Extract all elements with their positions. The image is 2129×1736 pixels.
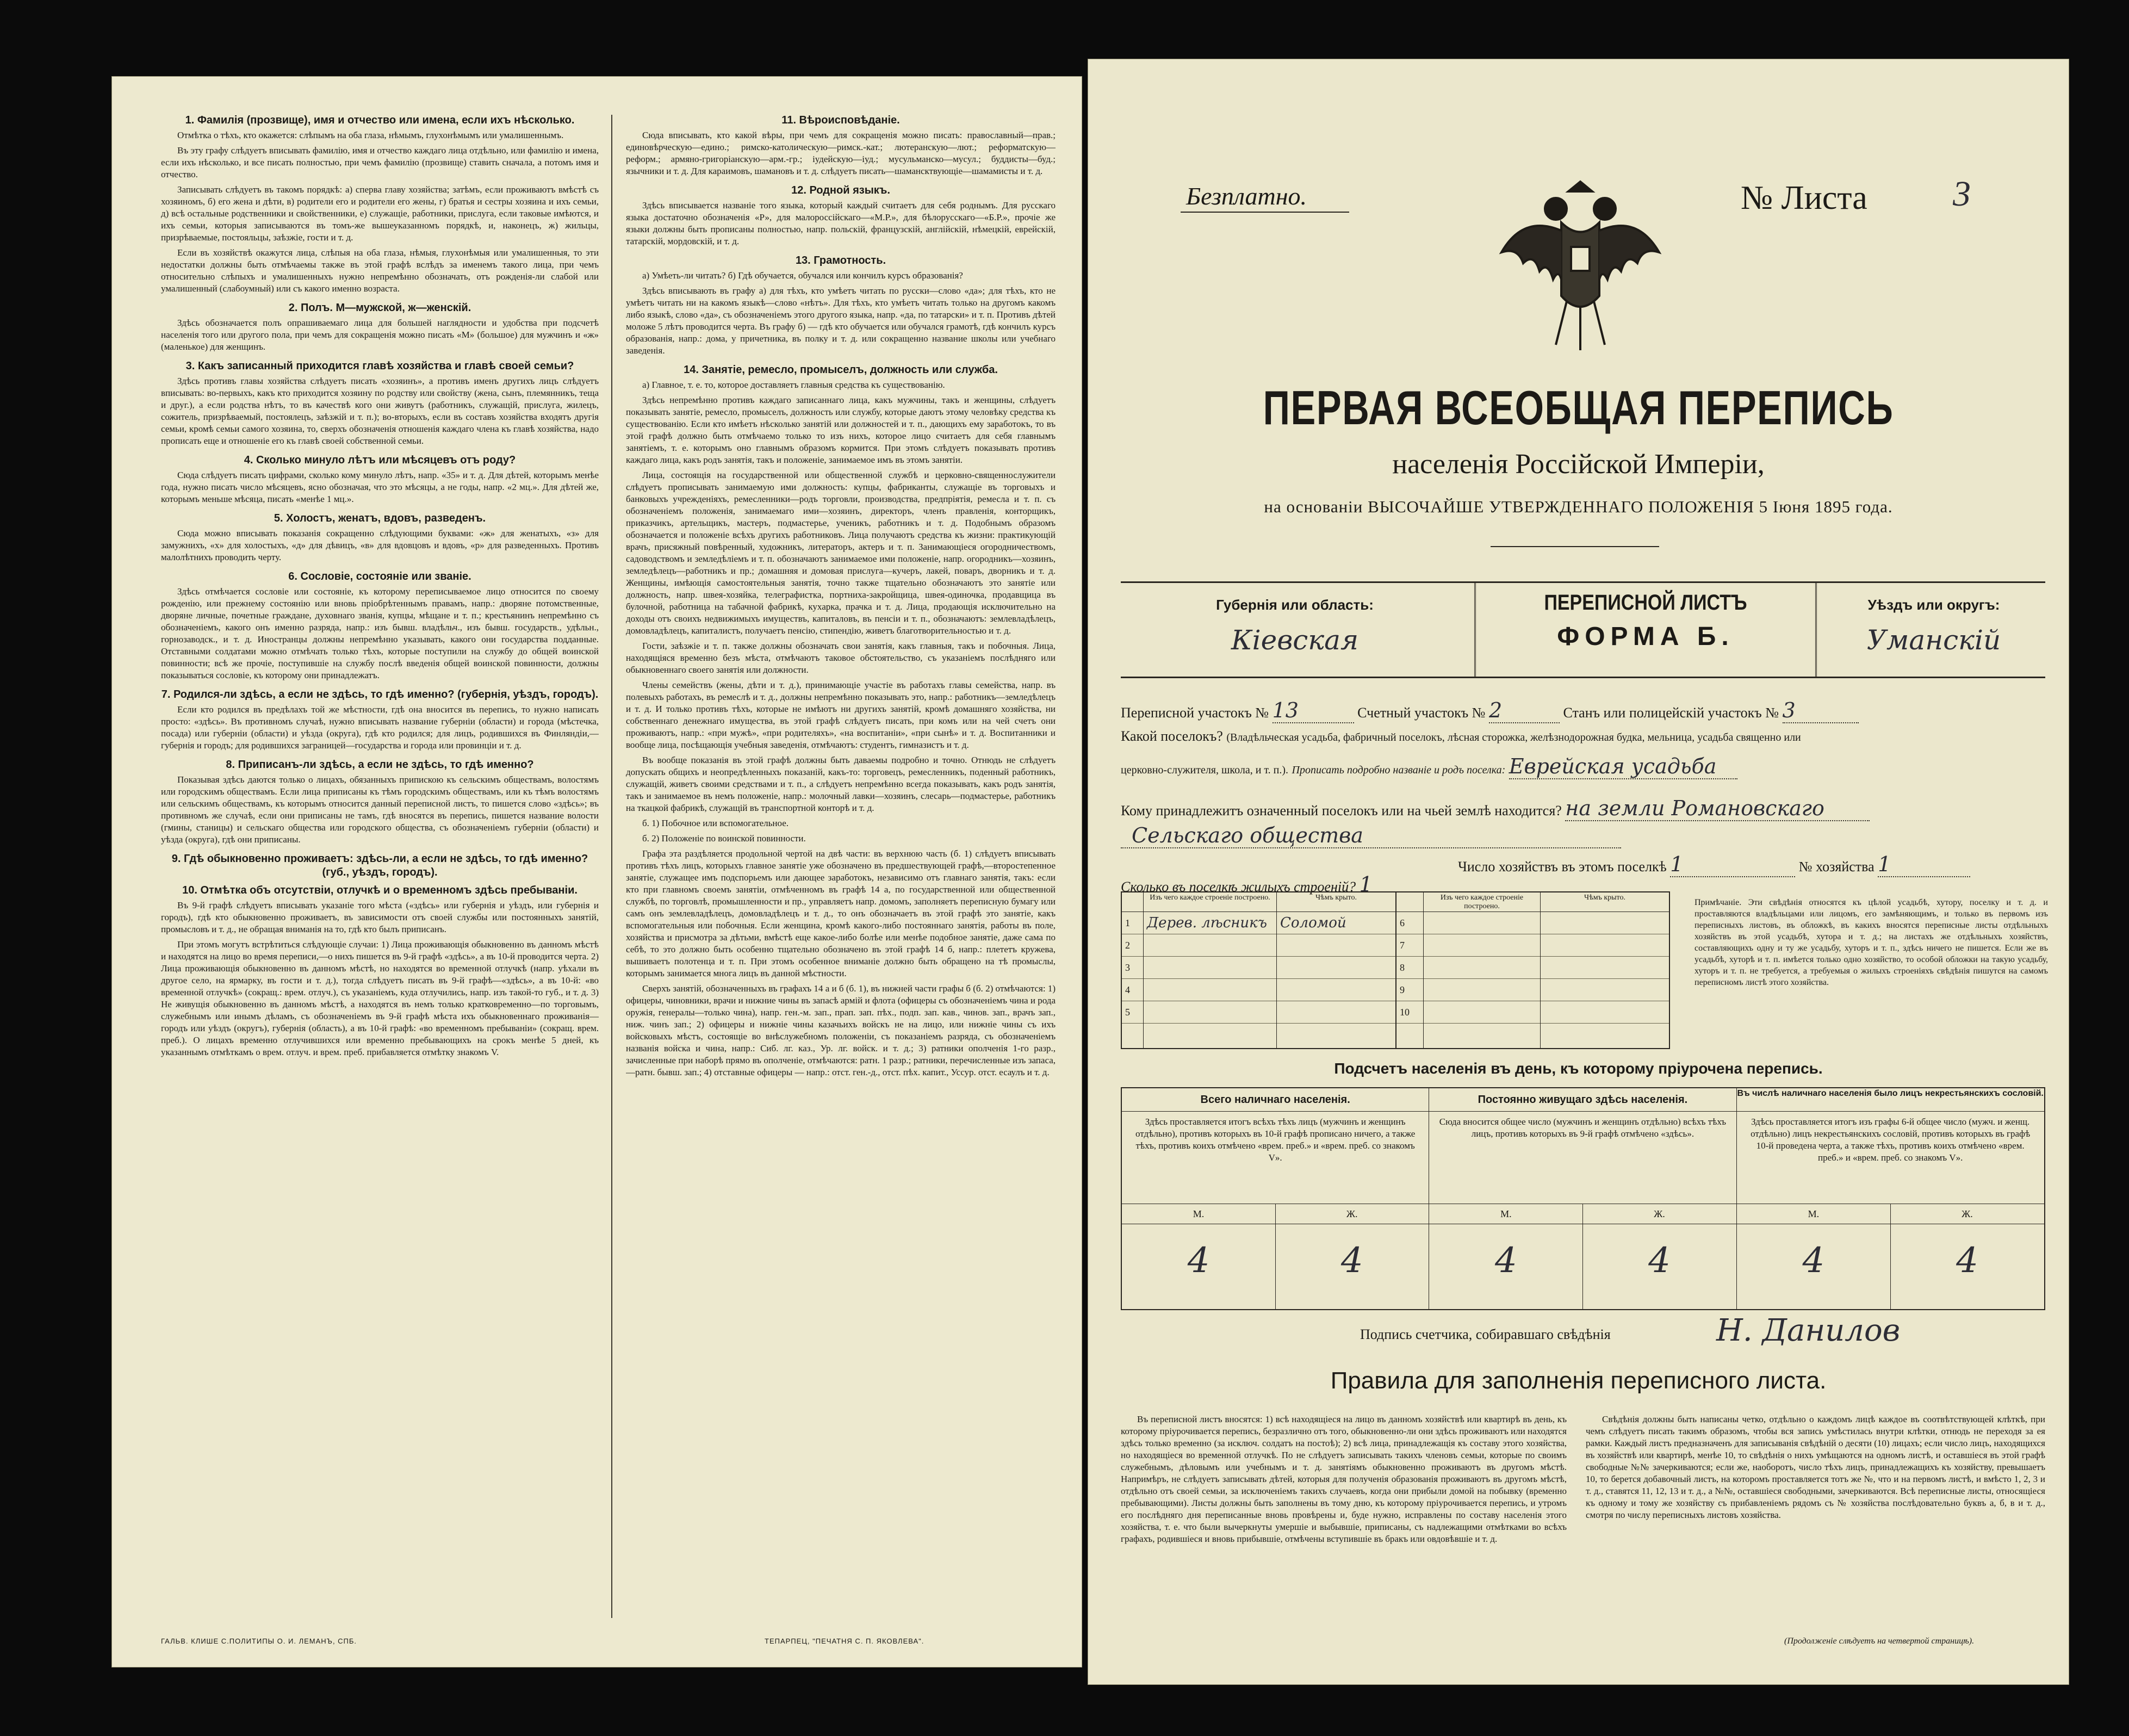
continued-note: (Продолженіе слѣдуетъ на четвертой страницѣ). bbox=[1784, 1636, 1975, 1646]
roof-col-right bbox=[1541, 892, 1669, 1048]
female-label: Ж. bbox=[1346, 1208, 1358, 1219]
buildings-table bbox=[1121, 891, 1670, 1049]
section-text: Если въ хозяйствѣ окажутся лица, слѣпыя на оба глаза, нѣмыя, глухонѣмыя или умалишенныя, то эти недостатки должны быть отмѣчаемы также въ этой графѣ вслѣдъ за именемъ такого лица, при чемъ относительно слѣпыхъ и умалишенныхъ нужно непремѣнно обозначать, отъ рожденія-ли слабой или умалишенный (слабоумный) или съ какого именно возраста. bbox=[161, 247, 599, 294]
form-type: ФОРМА Б. bbox=[1557, 622, 1734, 651]
section-text: б. 2) Положеніе по воинской повинности. bbox=[642, 833, 806, 844]
column-divider bbox=[611, 115, 612, 1618]
section-heading: 13. Грамотность. bbox=[795, 255, 886, 266]
male-label: М. bbox=[1193, 1208, 1205, 1219]
roof-header: Чѣмъ крыто. bbox=[1541, 892, 1669, 912]
section-text: Здѣсь вписывается названіе того языка, который каждый считаетъ для себя роднымъ. Для русскаго языка достаточно обозначенія «Р», для малороссійскаго—«М.Р.», для бѣлорусскаго—«Б.Р.», прочіе же языки должны быть прописаны полностью, напр. польскій, французскій, англійскій, нѣмецкій, еврейскій, татарскій, мордовскій, и т. д. bbox=[626, 200, 1056, 246]
female-label: Ж. bbox=[1654, 1208, 1665, 1219]
section-14 bbox=[626, 363, 1056, 1078]
section-text: Въ вообще показанія въ этой графѣ должны быть даваемы подробно и точно. Отнюдь не слѣдуетъ допускать общихъ и неопредѣленныхъ показаній, какъ-то: торговецъ, ремесленникъ, поденный работникъ, служащій, живетъ своими средствами и т. п., а слѣдуетъ непремѣнно всегда показывать, какъ родъ занятія, такъ и занимаемое въ немъ положеніе, напр.: молочный лавки—хозяинъ, слесарь—подмастерье, работникъ на ткацкой фабрикѣ, служащій въ транспортной конторѣ и т. д. bbox=[626, 755, 1056, 813]
enumerator-signature: Н. Данилов bbox=[1716, 1313, 1901, 1348]
settlement-instruction: Прописать подробно названіе и родъ поселка: bbox=[1292, 764, 1506, 776]
section-text: а) Главное, т. е. то, которое доставляетъ главныя средства къ существованію. bbox=[642, 380, 945, 390]
district-label: Уѣздъ или округъ: bbox=[1867, 597, 2000, 613]
signature-label: Подпись счетчика, собиравшаго свѣдѣнія bbox=[1360, 1326, 1611, 1342]
title-rule bbox=[1491, 546, 1659, 547]
section-text: а) Умѣеть-ли читать? б) Гдѣ обучается, обучался или кончилъ курсъ образованія? bbox=[642, 270, 963, 281]
section-heading: 1. Фамилія (прозвище), имя и отчество или имена, если ихъ нѣсколько. bbox=[185, 114, 575, 126]
table-row-number: 1 bbox=[1122, 912, 1143, 934]
instructions-column-left bbox=[161, 109, 599, 1618]
households-label: Число хозяйствъ въ этомъ поселкѣ bbox=[1458, 859, 1667, 875]
free-label-underline bbox=[1181, 212, 1349, 213]
buildings-num-col-left bbox=[1122, 892, 1144, 1048]
section-text: Въ эту графу слѣдуетъ вписывать фамилію, имя и отчество каждаго лица отдѣльно, или фамилію и имена, если ихъ нѣсколько, и все писать полностью, при чемъ фамилію (прозвище) ставить сначала, а потомъ имя и отчество. bbox=[161, 145, 599, 179]
census-form-page bbox=[1088, 59, 2069, 1685]
section-5 bbox=[161, 512, 599, 563]
section-text: б. 1) Побочное или вспомогательное. bbox=[642, 818, 789, 828]
section-heading: 11. Вѣроисповѣданіе. bbox=[781, 114, 900, 126]
section-13 bbox=[626, 254, 1056, 357]
table-row-number: 7 bbox=[1396, 934, 1423, 957]
owner-label: Кому принадлежитъ означенный поселокъ или на чьей землѣ находится? bbox=[1121, 803, 1562, 819]
male-label: М. bbox=[1500, 1208, 1512, 1219]
male-count: 4 bbox=[1187, 1241, 1210, 1281]
population-count-table bbox=[1121, 1087, 2045, 1310]
section-heading: 8. Приписанъ-ли здѣсь, а если не здѣсь, то гдѣ именно? bbox=[226, 759, 534, 771]
column-header: Постоянно живущаго здѣсь населенія. bbox=[1429, 1088, 1736, 1112]
column-header: Всего наличнаго населенія. bbox=[1122, 1088, 1429, 1112]
district-cell bbox=[1822, 581, 2045, 678]
section-text: Гости, заѣзжіе и т. п. также должны обозначать свои занятія, какъ главныя, такъ и побочныя. Лица, находящіяся временно безъ мѣста, отмѣчаютъ таковое обстоятельство, съ указаніемъ послѣдняго или обыкновеннаго своего занятія или должности. bbox=[626, 641, 1056, 675]
police-precinct-label: Станъ или полицейскій участокъ № bbox=[1563, 705, 1779, 721]
section-12 bbox=[626, 184, 1056, 247]
section-text: Записывать слѣдуетъ въ такомъ порядкѣ: а) сперва главу хозяйства; затѣмъ, если проживаютъ вмѣстѣ съ хозяиномъ, б) его жена и дѣти, в) родители его и родители его жены, г) братья и сестры хозяина и ихъ семьи, д) всѣ остальные родственники и свойственники, е) служащіе, работники, прислуга, если таковые имѣются, и ихъ семьи, которыя записываются въ томъ-же вышеуказанномъ порядкѣ, и, наконецъ, ж) жильцы, призрѣваемые, постояльцы, заѣзжіе, гости и т. д. bbox=[161, 184, 599, 243]
precinct-line bbox=[1121, 698, 2045, 723]
table-row-number: 2 bbox=[1122, 934, 1143, 957]
form-title: ПЕРЕПИСНОЙ ЛИСТЪ bbox=[1544, 591, 1747, 615]
settlement-line-2 bbox=[1121, 754, 2045, 779]
male-label: М. bbox=[1808, 1208, 1820, 1219]
printer-credit-right: ТЕПАРПЕЦ, "ПЕЧАТНЯ С. П. ЯКОВЛЕВА". bbox=[765, 1637, 924, 1645]
table-row-number: 6 bbox=[1396, 912, 1423, 934]
section-text: Здѣсь противъ главы хозяйства слѣдуетъ писать «хозяинъ», а противъ именъ другихъ лицъ слѣдуетъ вписывать: во-первыхъ, какъ кто приходится хозяину по родству или свойству (жена, сынъ, племянникъ, теща и друг.), а если родства нѣтъ, то въ качествѣ кого они живутъ (работникъ, служащій, прислуга, жилецъ, сожитель, призрѣваемый, постоялецъ, заѣзжій и т. п.); во-вторыхъ, если въ составъ хозяйства входятъ другія семьи, кромѣ семьи самого хозяина, то, сверхъ обозначенія отношенія каждаго члена къ главѣ хозяйства, надо прописать еще и отношеніе его къ главѣ своей собственной семьи. bbox=[161, 376, 599, 446]
households-value: 1 bbox=[1670, 852, 1795, 877]
buildings-num-col-right bbox=[1396, 892, 1424, 1048]
section-text: Члены семействъ (жены, дѣти и т. д.), принимающіе участіе въ работахъ главы семейства, напр. въ полевыхъ работахъ, въ ремеслѣ и т. д., должны непремѣнно показывать это, напр.: работникъ—земледѣлецъ и т. д. И только противъ тѣхъ, которые не имѣютъ ни другихъ занятій, кромѣ домашняго хозяйства, ни собственнаго денежнаго имущества, въ этой графѣ слѣдуетъ писать, при комъ или на чей счетъ они проживаютъ, напр.: «при мужѣ», «при родителяхъ», «на воспитаніи», «при сынѣ» и т. д. Воспитанники и вообще лица, посѣщающія учебныя заведенія, отмѣчаютъ: студентъ, гимназистъ и т. д. bbox=[626, 680, 1056, 750]
female-count: 4 bbox=[1648, 1241, 1671, 1281]
settlement-hint-2: церковно-служителя, школа, и т. п.). bbox=[1121, 764, 1288, 776]
section-heading: 7. Родился-ли здѣсь, а если не здѣсь, то гдѣ именно? (губернія, уѣздъ, городъ). bbox=[161, 689, 599, 700]
column-description: Здѣсь проставляется итогъ всѣхъ тѣхъ лицъ (мужчинъ и женщинъ отдѣльно), противъ которыхъ въ 10-й графѣ прописано ничего, а также тѣхъ, противъ коихъ отмѣчено «врем. преб.» и «врем. преб. со знакомъ V». bbox=[1122, 1112, 1429, 1204]
section-text: Здѣсь непремѣнно противъ каждаго записаннаго лица, какъ мужчины, такъ и женщины, слѣдуетъ показывать занятіе, ремесло, промыселъ, должность или службу, которые даютъ этому человѣку средства къ существованію. Если кто имѣетъ нѣсколько занятій или должностей и т. п., дающихъ ему заработокъ, то въ этой графѣ должно быть отмѣчаемо только то изъ нихъ, которое лицо считаетъ для себя главнымъ занятіемъ, т. е. которымъ оно главнымъ образомъ кормится. При этомъ слѣдуетъ показывать противъ каждаго лица, какъ родъ занятія, такъ и положеніе, занимаемое имъ въ этомъ занятіи. bbox=[626, 395, 1056, 465]
section-text: Здѣсь обозначается полъ опрашиваемаго лица для большей наглядности и удобства при подсчетѣ населенія того или другого пола, при чемъ для сокращенія можно писать «М» (большое) для мужчинъ и «ж» (маленькое) для женщинъ. bbox=[161, 318, 599, 352]
settlement-line bbox=[1121, 728, 2045, 745]
owner-value-1: на земли Романовскаго bbox=[1565, 796, 1870, 821]
section-text: Сверхъ занятій, обозначенныхъ въ графахъ 14 а и б (б. 1), въ нижней части графы б (б. 2) отмѣчаются: 1) офицеры, чиновники, врачи и нижние чины въ запасѣ армій и флота (офицеры съ обозначеніемъ чина и рода оружія, генералы—только чина), напр. ген.-м. зап., прап. зап. пѣх., подп. зап. кав., чинов. зап., врачъ зап., ниж. чинъ зап.; 2) офицеры и нижніе чины казачьихъ войскъ не на лицо, или нижніе чины съ ихъ войсковыхъ мѣстъ, состоящіе во внѣслужебномъ положеніи, съ показаніемъ разряда, съ обозначеніемъ названія войска и чина, напр.: Сиб. лг. каз., Ур. лг. войск. и т. д.; 3) ратники ополченія 1-го разр., зачисленные при наборѣ прямо въ ополченіе, отмѣчаются: ратн. 1 разр.; ратники, перечисленные изъ запаса,—ратн. бывш. зап.; 4) отставные офицеры — напр.: отст. ген.-д., отст. пѣх. капит., Уссур. отст. есаулъ и т. д. bbox=[626, 983, 1056, 1077]
buildings-value: 1 bbox=[1359, 872, 1373, 896]
section-text: Графа эта раздѣляется продольной чертой на двѣ части: въ верхнюю часть (б. 1) слѣдуетъ вписывать противъ тѣхъ лицъ, которыхъ главное занятіе уже обозначено въ предшествующей графѣ,—второстепенное занятіе, служащее имъ подспорьемъ или дающее заработокъ, независимо отъ главнаго занятія, такъ: если кто при главномъ своемъ занятіи, отмѣченномъ въ графѣ 14 а, по государственной или общественной службѣ, по торговлѣ, промышленности и пр., управляетъ напр. домомъ, заполняетъ переписную бумагу или самъ онъ землевладѣлецъ, домовладѣлецъ и т. д., то онъ обозначаетъ въ этой графѣ это занятіе, какъ вспомогательныя или побочныя. Если женщина, кромѣ какого-либо постояннаго занятія, работы въ поле, хозяйства и присмотра за дѣтьми, вмѣстѣ еще какое-либо болѣе или менѣе подобное занятіе, даже сама по себѣ, то это должно быть особенно тщательно обозначено въ этой графѣ 14 б, напр.: плететъ кружева, вышиваетъ полотенца и т. п. При этомъ особенное вниманіе должно быть обращено на тѣ промыслы, которымъ занимается многа лицъ въ данной мѣстности. bbox=[626, 848, 1056, 978]
counting-precinct-value: 2 bbox=[1489, 698, 1560, 723]
material-col-right bbox=[1424, 892, 1541, 1048]
imperial-eagle-icon bbox=[1491, 171, 1670, 361]
roof-col-left bbox=[1277, 892, 1396, 1048]
police-precinct-value: 3 bbox=[1783, 698, 1859, 723]
owner-value-2: Сельскаго общества bbox=[1121, 823, 1621, 848]
page-subtitle: населенія Россійской Имперіи, bbox=[1392, 449, 1765, 480]
table-row-number: 4 bbox=[1122, 979, 1143, 1001]
table-row-number: 8 bbox=[1396, 957, 1423, 979]
settlement-label: Какой поселокъ? bbox=[1121, 728, 1223, 744]
material-col-left bbox=[1144, 892, 1277, 1048]
column-description: Сюда вносится общее число (мужчинъ и женщинъ отдѣльно) всѣхъ тѣхъ лицъ, противъ которыхъ въ 9-й графѣ отмѣчено «здѣсь». bbox=[1429, 1112, 1736, 1204]
material-header: Изъ чего каждое строеніе построено. bbox=[1144, 892, 1276, 912]
roof-header: Чѣмъ крыто. bbox=[1277, 892, 1395, 912]
table-row-number: 10 bbox=[1396, 1001, 1423, 1024]
section-8 bbox=[161, 758, 599, 846]
material-header: Изъ чего каждое строеніе построено. bbox=[1424, 892, 1540, 912]
section-7 bbox=[161, 688, 599, 752]
section-heading: 2. Полъ. М—мужской, ж—женскій. bbox=[288, 302, 471, 314]
female-count: 4 bbox=[1340, 1241, 1363, 1281]
province-cell bbox=[1121, 581, 1469, 678]
section-heading: 3. Какъ записанный приходится главѣ хозяйства и главѣ своей семьи? bbox=[185, 360, 574, 372]
province-label: Губернія или область: bbox=[1216, 597, 1374, 613]
column-header: Въ числѣ наличнаго населенія было лицъ некрестьянскихъ сословій. bbox=[1737, 1088, 2044, 1112]
column-description: Здѣсь проставляется итогъ изъ графы 6-й общее число (мужч. и женщ. отдѣльно) лицъ некрестьянскихъ сословій, противъ которыхъ въ графѣ 10-й проведена черта, а также тѣхъ, противъ коихъ отмѣчено «врем. преб.» и «врем. преб. со знакомъ V». bbox=[1737, 1112, 2044, 1204]
section-heading: 5. Холостъ, женатъ, вдовъ, разведенъ. bbox=[274, 512, 486, 524]
instructions-page bbox=[111, 76, 1082, 1667]
male-count: 4 bbox=[1802, 1241, 1825, 1281]
total-present-col bbox=[1122, 1088, 1429, 1309]
female-label: Ж. bbox=[1962, 1208, 1973, 1219]
table-row-number: 9 bbox=[1396, 979, 1423, 1001]
section-6 bbox=[161, 570, 599, 681]
section-heading: 14. Занятіе, ремесло, промыселъ, должность или служба. bbox=[684, 364, 998, 376]
owner-line bbox=[1121, 796, 2045, 821]
printer-credit-left: ГАЛЬВ. КЛИШЕ С.ПОЛИТИПЫ О. И. ЛЕМАНЪ, СПБ. bbox=[161, 1637, 357, 1645]
rules-title: Правила для заполненія переписного листа. bbox=[1330, 1367, 1827, 1394]
section-text: Отмѣтка о тѣхъ, кто окажется: слѣпымъ на оба глаза, нѣмымъ, глухонѣмымъ или умалишеннымъ. bbox=[177, 130, 564, 140]
material-cell: Дерев. лѣсникъ bbox=[1144, 912, 1276, 934]
section-2 bbox=[161, 301, 599, 353]
sheet-number-value: 3 bbox=[1953, 174, 1971, 214]
population-count-heading: Подсчетъ населенія въ день, къ которому пріурочена перепись. bbox=[1334, 1060, 1823, 1077]
owner-line-2 bbox=[1121, 823, 2045, 848]
section-text: Здѣсь вписывають въ графу а) для тѣхъ, кто умѣетъ читать по русски—слово «да»; для тѣхъ, кто не умѣетъ читать ни на какомъ языкѣ—слово «нѣтъ». Для тѣхъ, кто умѣетъ читать только на другомъ какомъ либо языкѣ, слово «да», съ обозначеніемъ этого другого языка, напр. «да, по татарски» и т. п. Противъ дѣтей моложе 5 лѣтъ проводится черта. Въ графу б) — гдѣ кто обучается или обучался грамотѣ, гдѣ кончилъ курсъ образованія, напр.: дома, у причетника, въ полку и т. д. или сокращенно название школы или учебнаго заведенія. bbox=[626, 286, 1056, 356]
settlement-value: Еврейская усадьба bbox=[1509, 754, 1737, 779]
section-heading: 9. Гдѣ обыкновенно проживаетъ: здѣсь-ли, а если не здѣсь, то гдѣ именно? (губ., уѣздъ, городъ). bbox=[171, 853, 588, 878]
district-value: Уманскій bbox=[1866, 624, 2001, 656]
non-peasant-col bbox=[1737, 1088, 2044, 1309]
counting-precinct-label: Счетный участокъ № bbox=[1357, 705, 1486, 721]
census-precinct-label: Переписной участокъ № bbox=[1121, 705, 1269, 721]
province-value: Кіевская bbox=[1231, 624, 1359, 656]
section-text: Если кто родился въ предѣлахъ той же мѣстности, гдѣ она вносится въ перепись, то нужно написать просто: «здѣсь». Въ противномъ случаѣ, нужно вписывать название губерніи (области) и города (мѣстечка, посада) или губерніи (области) и уѣзда (округа), гдѣ кто родился; для лицъ, родившихся въ Финляндіи,—губернія и городъ; для родившихся заграницей—государства и города или провинціи и т. д. bbox=[161, 704, 599, 751]
free-label: Безплатно. bbox=[1186, 182, 1307, 210]
section-11 bbox=[626, 114, 1056, 177]
section-text: Показывая здѣсь даются только о лицахъ, обязанныхъ припискою къ сельскимъ обществамъ, волостямъ или городскимъ обществамъ. Если лица приписаны къ тѣмъ городскимъ обществамъ, или къ тѣмъ волостямъ или сельскимъ обществамъ, къ которымъ относится данный переписной листъ, то пишется слово «здѣсь»; въ противномъ же случаѣ, если они приписаны не тамъ, гдѣ вносятся въ перепись, пишется название волости (гмины, станицы) и сельскаго общества или городского общества, съ обозначеніемъ губерніи (области) и уѣзда (округа), гдѣ они приписаны. bbox=[161, 774, 599, 845]
section-text: Въ 9-й графѣ слѣдуетъ вписывать указаніе того мѣста («здѣсь» или губернія и уѣздъ, или губернія и городъ), гдѣ кто обыкновенно проживаетъ, въ зависимости отъ своей службы или постоянныхъ занятій, промысловъ и т. д., не обращая вниманія на то, гдѣ кто былъ приписанъ. bbox=[161, 900, 599, 934]
section-text: Сюда можно вписывать показанія сокращенно слѣдующими буквами: «ж» для женатыхъ, «з» для замужнихъ, «х» для холостыхъ, «д» для дѣвицъ, «в» для вдовцовъ и вдовъ, «р» для разведенныхъ. Противъ малолѣтнихъ проводить черту. bbox=[161, 528, 599, 562]
section-text: При этомъ могутъ встрѣтиться слѣдующіе случаи: 1) Лица проживающія обыкновенно въ данномъ мѣстѣ и находятся на лицо во время переписи,—о нихъ пишется въ 9-й графѣ «здѣсь», а въ 10-й проводится черта. 2) Лица проживающія обыкновенно въ данномъ мѣстѣ, но находятся во временной отлучкѣ (напр. уѣхали въ другое село, на ярмарку, въ гости и т. д.), тогда слѣдуетъ писать въ 9-й графѣ—«здѣсь», а въ 10-й: «во временной отлучкѣ» (сокращ.: врем. отлуч.), съ указаніемъ, куда отлучились, напр. изъ такой-то губ., и т. д. 3) Не живущія обыкновенно въ данномъ мѣстѣ, а находятся въ немъ только кратковременно—по торговымъ, служебнымъ или инымъ дѣламъ, съ обозначеніемъ въ 9-й графѣ мѣста ихъ обыкновеннаго проживанія—городъ или уѣздъ (округъ), губернія (область), а въ 10-й графѣ: «во временномъ пребываніи» (сокращ. врем. преб.). О лицахъ временно отлучившихся или временно пребывающихъ на срокъ менѣе 5 дней, къ указаннымъ отмѣткамъ о врем. отлуч. и врем. преб. прибавляется отмѣтку знакомъ V. bbox=[161, 939, 599, 1057]
permanent-residents-col bbox=[1429, 1088, 1736, 1309]
rules-text-right: Свѣдѣнія должны быть написаны четко, отдѣльно о каждомъ лицѣ каждое въ соотвѣтствующей клѣткѣ, при чемъ слѣдуетъ писать такимъ образомъ, чтобы вся запись умѣстилась внутри клѣтки, отнюдь не переходя за ея рамки. Каждый листъ предназначенъ для записыванія свѣдѣній о десяти (10) лицахъ; если число лицъ, находящихся въ хозяйствѣ или квартирѣ, менѣе 10, то свѣдѣнія о нихъ умѣщаются на одномъ листѣ, и оставшіеся въ этой графѣ свободные №№ зачеркиваются; если же, наоборотъ, число тѣхъ лицъ, принадлежащихъ къ хозяйству, превышаетъ 10, то берется добавочный листъ, на которомъ проставляется тотъ же №, что и на первомъ листѣ, и вмѣсто 1, 2, 3 и т. д., ставятся 11, 12, 13 и т. д., а №№, оставшіеся свободными, зачеркиваются. Всѣ переписные листы, относящіеся къ одному и тому же хозяйству съ прибавленіемъ рядомъ съ № хозяйства послѣдовательно буквъ а, б, в и т. д., смотря по числу переписныхъ листовъ хозяйства. bbox=[1586, 1414, 2045, 1520]
roof-cell: Соломой bbox=[1277, 912, 1395, 934]
section-heading: 4. Сколько минуло лѣтъ или мѣсяцевъ отъ роду? bbox=[244, 454, 516, 466]
section-1 bbox=[161, 114, 599, 295]
form-header bbox=[1121, 581, 2045, 678]
sheet-number-label: № Листа bbox=[1741, 179, 1867, 216]
instructions-column-right bbox=[626, 109, 1056, 1618]
section-heading-10: 10. Отмѣтка объ отсутствіи, отлучкѣ и о временномъ здѣсь пребываніи. bbox=[182, 884, 578, 896]
section-heading: 12. Родной языкъ. bbox=[791, 184, 890, 196]
legal-basis-line: на основаніи ВЫСОЧАЙШЕ УТВЕРЖДЕННАГО ПОЛОЖЕНІЯ 5 Іюня 1895 года. bbox=[1264, 497, 1893, 516]
section-heading: 6. Сословіе, состояніе или званіе. bbox=[288, 571, 471, 582]
settlement-hint: (Владѣльческая усадьба, фабричный поселокъ, лѣсная сторожка, желѣзнодорожная будка, мельница, усадьба священно или bbox=[1226, 731, 1801, 743]
female-count: 4 bbox=[1956, 1241, 1978, 1281]
page-title: ПЕРВАЯ ВСЕОБЩАЯ ПЕРЕПИСЬ bbox=[1263, 381, 1894, 435]
table-row-number: 3 bbox=[1122, 957, 1143, 979]
table-row-number: 5 bbox=[1122, 1001, 1143, 1024]
section-text: Лица, состоящія на государственной или общественной службѣ и церковно-священнослужители слѣдуетъ прописывать занимаемую ими должность: купцы, фабриканты, служащіе въ торговыхъ и банковыхъ учрежденіяхъ, ремесленники—родъ торговли, производства, предпріятія, ремесла и т. п. съ обозначеніемъ положенія, занимаемаго ими—хозяинъ, директоръ, членъ правленія, конторщикъ, приказчикъ, артельщикъ, мастеръ, подмастерье, ученикъ, работникъ и т. д. Подобнымъ образомъ обозначается и положеніе всѣхъ другихъ работниковъ. Лица получаютъ средства къ жизни: практикующій врачъ, присяжный повѣренный, художникъ, литераторъ, актеръ и т. п. Занимающіеся огородничествомъ, садоводствомъ и земледѣліемъ и т. п. обозначаютъ занимаемое ими положеніе, напр. огородникъ—хозяинъ, земледѣлецъ—работникъ и пр.; домашняя и домовая прислуга—кучеръ, лакей, поваръ, дворникъ и т. д. Женщины, имѣющія самостоятельныя занятія, точно также тщательно обозначаютъ это занятіе или должность, напр. швея-хозяйка, телеграфистка, портниха-закройщица, швея-одиночка, продавщица въ булочной, работница на табачной фабрикѣ, кухарка, прачка и т. д. Лица, продающія исключительно на доходы отъ своихъ недвижимыхъ имуществъ, капиталовъ, въ пенсіи и т. п., обозначаютъ: землевладѣлецъ, домовладѣлецъ, капиталистъ, получаетъ пенсію, стипендію, живетъ благотворительностью и т. д. bbox=[626, 470, 1056, 636]
household-number-value: 1 bbox=[1878, 852, 1970, 877]
section-3 bbox=[161, 359, 599, 447]
census-precinct-value: 13 bbox=[1273, 698, 1354, 723]
section-text: Здѣсь отмѣчается сословіе или состояніе, къ которому переписываемое лицо относится по своему рожденію, или прежнему состоянію или вновь пріобрѣтеннымъ правамъ, напр.: дворяне потомственные, дворяне личные, почетные граждане, духовнаго званія, купцы, мѣщане и т. п.; крестьянинъ непремѣнно съ обозначеніемъ, какого онъ именно разряда, напр.: изъ бывш. владѣльч., изъ бывш. государств., удѣльн., горнозаводск., и т. д. Иностранцы должны непремѣнно указывать, какого они государства подданные. Отставными солдатами можно отмѣчать только тѣхъ, которые поступили на службу до общей воинской повинности; всѣ же прочіе, поступившіе на службу послѣ введенія общей воинской повинности, должны показываться сословіе, къ которому они принадлежатъ. bbox=[161, 586, 599, 680]
buildings-remark: Примѣчаніе. Эти свѣдѣнія относятся къ цѣлой усадьбѣ, хутору, поселку и т. д. и проставляются владѣльцами или лицомъ, его замѣняющимъ, и только въ первомъ изъ переписныхъ листовъ, въ обложкѣ, въ какихъ вносятся переписные листы отдѣльныхъ хозяйствъ въ этой усадьбѣ, хутора и т. д.; на листахъ же отдѣльныхъ хозяйствъ, составляющихъ одну и ту же усадьбу, хуторъ и т. п., здѣсь ничего не пишется. Если же въ усадьбѣ, хуторѣ и т. п. имѣется только одно хозяйство, то особой обложки на такую усадьбу, хуторъ и т. п. не требуется, а требуемыя о жилыхъ строеніяхъ свѣдѣнія пишутся на самомъ переписномъ листѣ этого хозяйства. bbox=[1694, 898, 2048, 987]
section-text: Сюда вписывать, кто какой вѣры, при чемъ для сокращенія можно писать: православный—прав.; единовѣрческую—едино.; римско-католическую—римск.-кат.; лютеранскую—лют.; реформатскую—реформ.; армяно-григоріанскую—арм.-гр.; іудейскую—іуд.; мусульманско—мусул.; буддисты—буд.; язычники и т. д. Для караимовъ, шамановъ и т. д. слѣдуетъ писать—шамансктвующіе—шамамисты и т. д. bbox=[626, 130, 1056, 176]
male-count: 4 bbox=[1494, 1241, 1517, 1281]
section-text: Сюда слѣдуетъ писать цифрами, сколько кому минуло лѣтъ, напр. «35» и т. д. Для дѣтей, которымъ менѣе года, нужно писать число мѣсяцевъ, ясно обозначая, что это мѣсяцы, а не годы, напр. «2 мц.». Для дѣтей же, которымъ меньше мѣсяца, писать «менѣе 1 мц.». bbox=[161, 470, 599, 504]
form-title-cell bbox=[1474, 581, 1817, 678]
rules-text-left: Въ переписной листъ вносятся: 1) всѣ находящіеся на лицо въ данномъ хозяйствѣ или квартирѣ въ день, къ которому пріурочивается перепись, безразлично отъ того, обыкновенно-ли они здѣсь проживаютъ или находятся здѣсь только временно (за исключ. солдатъ на постоѣ); 2) всѣ лица, принадлежащія къ составу этого хозяйства, но находящіеся во временной отлучкѣ. По не слѣдуетъ записывать такихъ членовъ семьи, которые по своимъ служебнымъ, дѣловымъ или учебнымъ и т. д. занятіямъ обыкновенно проживаютъ въ другомъ мѣстѣ. Напримѣръ, не слѣдуетъ записывать дѣтей, которыя для полученія образованія проживаютъ въ другомъ мѣстѣ, отдѣльно отъ своей семьи, за исключеніемъ такихъ случаевъ, когда они прибыли домой на побывку (временно пребывающими). Листы должны быть заполнены въ тому дню, къ которому пріурочивается перепись, и утромъ его послѣдняго дня переписанные вновь провѣрены и, буде нужно, исправлены по составу населенія этого хозяйства, т. е. что были вычеркнуты умершіе и выбывшіе, приписаны, съ надлежащими отмѣтками во всѣхъ графахъ, родившіеся и вновь прибывшіе, отмѣчены вступившіе въ бракъ или овдовѣвшіе и т. д. bbox=[1121, 1414, 1567, 1544]
section-4 bbox=[161, 454, 599, 505]
household-number-label: № хозяйства bbox=[1798, 859, 1874, 875]
buildings-label: Сколько въ поселкѣ жилыхъ строеній? bbox=[1121, 879, 1356, 895]
section-9 bbox=[161, 852, 599, 1058]
